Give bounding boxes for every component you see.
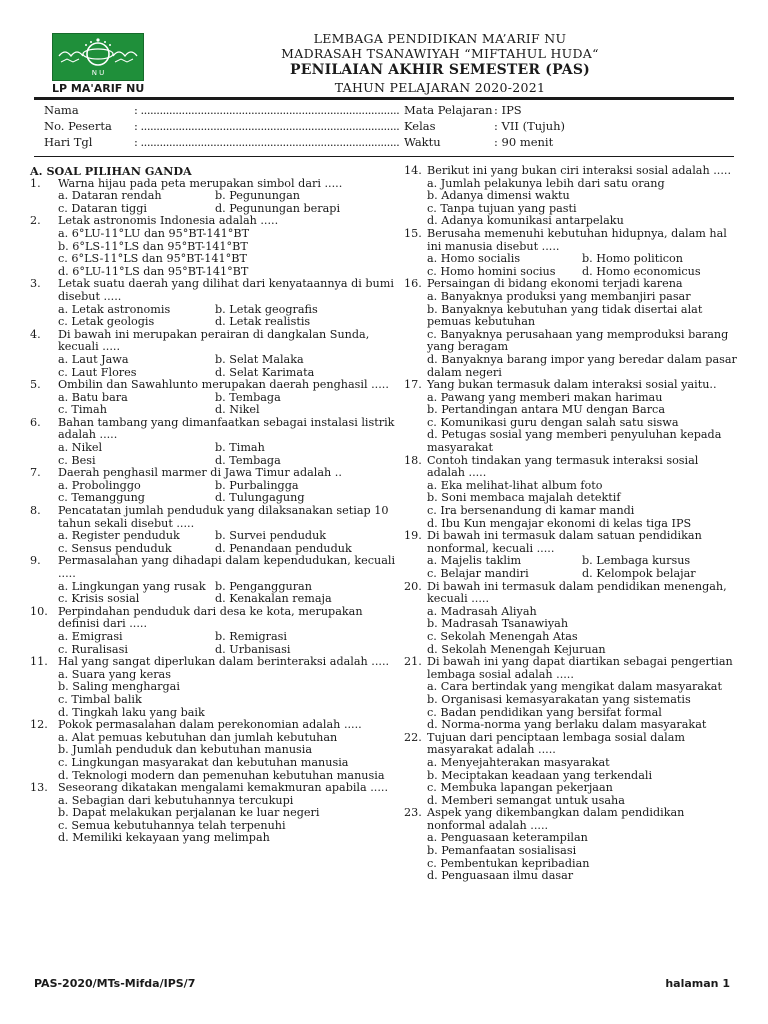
answer-option[interactable]: c. Homo homini socius	[427, 264, 556, 278]
answer-options	[58, 631, 400, 656]
answer-option[interactable]: a. Probolinggo	[58, 478, 141, 492]
answer-option[interactable]: a. Homo socialis	[427, 252, 521, 266]
header-divider-thin	[34, 99, 734, 100]
answer-options	[58, 795, 400, 845]
answer-options	[58, 442, 400, 467]
answer-options	[427, 392, 737, 455]
answer-option[interactable]: a. Suara yang keras	[58, 667, 171, 681]
section-title: A. SOAL PILIHAN GANDA	[30, 164, 192, 178]
answer-option[interactable]: d. Ibu Kun mengajar ekonomi di kelas tiga IPS	[427, 516, 692, 530]
answer-option[interactable]: c. Belajar mandiri	[427, 567, 529, 580]
question-item	[30, 417, 400, 467]
answer-option[interactable]: b. Selat Malaka	[215, 352, 304, 366]
answer-option[interactable]: c. Ira bersenandung di kamar mandi	[427, 504, 635, 518]
answer-option[interactable]: a. Pawang yang memberi makan harimau	[427, 390, 663, 404]
answer-options	[427, 757, 737, 807]
school-name: MADRASAH TSANAWIYAH “MIFTAHUL HUDA“	[281, 46, 599, 61]
answer-option[interactable]: d. 6°LU-11°LS dan 95°BT-141°BT	[58, 264, 249, 278]
answer-option[interactable]: c. Timah	[58, 403, 107, 417]
question-text: Di bawah ini termasuk dalam satuan pendidikan nonformal, kecuali .....	[427, 529, 702, 555]
answer-option[interactable]: d. Sekolah Menengah Kejuruan	[427, 642, 606, 656]
answer-option[interactable]: d. Tulungagung	[215, 491, 305, 505]
answer-options	[58, 190, 400, 215]
answer-options	[58, 304, 400, 329]
question-number: 22.	[404, 730, 422, 744]
answer-option[interactable]: d. Penandaan penduduk	[215, 541, 352, 555]
answer-option[interactable]: d. Memiliki kekayaan yang melimpah	[58, 831, 270, 845]
question-text: Aspek yang dikembangkan dalam pendidikan nonformal adalah .....	[427, 806, 685, 832]
answer-option[interactable]: c. Timbal balik	[58, 692, 142, 706]
answer-option[interactable]: c. Badan pendidikan yang bersifat formal	[427, 705, 662, 719]
question-item	[404, 730, 737, 808]
question-item	[30, 379, 400, 417]
mapel-value: : IPS	[494, 103, 522, 117]
answer-option[interactable]: a. Dataran rendah	[58, 189, 162, 203]
question-item	[404, 529, 737, 580]
answer-option[interactable]: c. Sensus penduduk	[58, 541, 172, 555]
answer-options	[58, 392, 400, 417]
answer-option[interactable]: b. Letak geografis	[215, 302, 318, 316]
lp-maarif-nu-logo	[52, 33, 145, 95]
hari-tgl-field[interactable]: : ..................................................................................	[134, 135, 400, 149]
answer-option[interactable]: c. Semua kebutuhannya telah terpenuhi	[58, 818, 286, 832]
question-list-left	[30, 178, 400, 845]
answer-option[interactable]: d. Petugas sosial yang memberi penyuluhan kepada masyarakat	[427, 428, 722, 455]
question-number: 10.	[30, 604, 48, 618]
answer-option[interactable]: b. Adanya dimensi waktu	[427, 189, 570, 203]
answer-option[interactable]: a. Lingkungan yang rusak	[58, 579, 206, 593]
answer-option[interactable]: b. Pegunungan	[215, 189, 300, 203]
question-number: 14.	[404, 164, 422, 177]
question-text: Contoh tindakan yang termasuk interaksi sosial adalah .....	[427, 453, 699, 480]
answer-option[interactable]: c. Letak geologis	[58, 315, 155, 329]
answer-option-row	[58, 316, 400, 329]
kelas-label: Kelas	[404, 119, 436, 133]
answer-option[interactable]: b. 6°LS-11°LS dan 95°BT-141°BT	[58, 239, 248, 253]
question-number: 23.	[404, 806, 422, 820]
question-text: Bahan tambang yang dimanfaatkan sebagai instalasi listrik adalah .....	[58, 415, 395, 442]
question-text: Berikut ini yang bukan ciri interaksi sosial adalah .....	[427, 164, 732, 177]
question-item	[404, 453, 737, 531]
question-text: Di bawah ini merupakan perairan di dangkalan Sunda, kecuali .....	[58, 327, 370, 354]
answer-option[interactable]: a. Sebagian dari kebutuhannya tercukupi	[58, 793, 294, 807]
answer-options	[427, 253, 737, 278]
answer-option[interactable]: a. Letak astronomis	[58, 302, 171, 316]
nama-label: Nama	[44, 103, 79, 117]
question-text: Hal yang sangat diperlukan dalam berinteraksi adalah .....	[58, 655, 390, 669]
answer-option[interactable]: a. Jumlah pelakunya lebih dari satu orang	[427, 176, 665, 190]
answer-option[interactable]: d. Tembaga	[215, 453, 281, 467]
answer-option[interactable]: d. Kelompok belajar	[582, 567, 696, 580]
hari-tgl-label: Hari Tgl	[44, 135, 93, 149]
question-item	[404, 655, 737, 732]
question-text: Warna hijau pada peta merupakan simbol dari .....	[58, 176, 343, 190]
answer-option[interactable]: c. Pembentukan kepribadian	[427, 856, 590, 870]
question-item	[404, 806, 737, 883]
answer-option[interactable]: a. Laut Jawa	[58, 352, 129, 366]
answer-option[interactable]: c. Laut Flores	[58, 365, 137, 379]
answer-option[interactable]: c. Dataran tiggi	[58, 201, 147, 215]
nu-emblem-icon	[53, 34, 143, 80]
question-number: 13.	[30, 781, 48, 795]
question-item	[404, 226, 737, 278]
logo-emblem	[52, 33, 144, 81]
question-number: 2.	[30, 214, 41, 228]
question-text: Seseorang dikatakan mengalami kemakmuran apabila .....	[58, 781, 389, 795]
answer-option[interactable]: d. Pegunungan berapi	[215, 201, 341, 215]
answer-option[interactable]: d. Letak realistis	[215, 315, 311, 329]
answer-options	[58, 732, 400, 782]
answer-option[interactable]: a. Menyejahterakan masyarakat	[427, 755, 610, 769]
answer-option[interactable]: a. Emigrasi	[58, 629, 123, 643]
answer-option[interactable]: c. Tanpa tujuan yang pasti	[427, 201, 577, 215]
answer-option[interactable]: b. Remigrasi	[215, 629, 288, 643]
answer-option[interactable]: b. Dapat melakukan perjalanan ke luar negeri	[58, 806, 320, 820]
answer-options	[427, 681, 737, 731]
answer-option[interactable]: d. Adanya komunikasi antarpelaku	[427, 214, 624, 228]
answer-option[interactable]: a. Register penduduk	[58, 529, 180, 543]
kelas-value: : VII (Tujuh)	[494, 119, 566, 133]
answer-option[interactable]: c. Sekolah Menengah Atas	[427, 629, 578, 643]
answer-option[interactable]: b. Pemanfaatan sosialisasi	[427, 844, 577, 858]
answer-option[interactable]: b. Saling menghargai	[58, 680, 180, 694]
question-text: Letak suatu daerah yang dilihat dari kenyataannya di bumi disebut .....	[58, 277, 394, 303]
question-item	[404, 277, 737, 379]
question-text: Persaingan di bidang ekonomi terjadi karena	[427, 277, 683, 291]
answer-option[interactable]: b. Purbalingga	[215, 478, 299, 492]
answer-option-row	[427, 253, 737, 266]
answer-options	[58, 669, 400, 719]
answer-option[interactable]: c. Banyaknya perusahaan yang memproduksi barang yang beragam	[427, 327, 729, 354]
answer-option[interactable]: b. Survei penduduk	[215, 529, 327, 543]
answer-options	[58, 530, 400, 555]
question-item	[30, 215, 400, 278]
question-item	[30, 555, 400, 605]
question-number: 4.	[30, 327, 41, 341]
answer-option[interactable]: c. Ruralisasi	[58, 642, 128, 656]
answer-options	[58, 581, 400, 606]
answer-option[interactable]: c. Lingkungan masyarakat dan kebutuhan manusia	[58, 755, 349, 769]
answer-option[interactable]: b. Lembaga kursus	[582, 554, 691, 568]
question-number: 11.	[30, 655, 48, 669]
answer-option[interactable]: d. Nikel	[215, 403, 260, 417]
question-number: 16.	[404, 277, 422, 291]
answer-option-row	[58, 442, 400, 455]
institution-title: LEMBAGA PENDIDIKAN MA’ARIF NU	[313, 31, 567, 46]
answer-option[interactable]: b. Banyaknya kebutuhan yang tidak disertai alat pemuas kebutuhan	[427, 302, 703, 329]
answer-options	[427, 480, 737, 530]
answer-option[interactable]: b. Madrasah Tsanawiyah	[427, 617, 569, 631]
answer-option[interactable]: c. Temanggung	[58, 491, 145, 505]
answer-option-row	[58, 354, 400, 367]
question-text: Berusaha memenuhi kebutuhan hidupnya, dalam hal ini manusia disebut .....	[427, 226, 727, 253]
answer-option[interactable]: b. Pengangguran	[215, 579, 312, 593]
nama-field[interactable]: : ..................................................................................	[134, 103, 400, 117]
academic-year: TAHUN PELAJARAN 2020-2021	[334, 80, 546, 95]
exam-title: PENILAIAN AKHIR SEMESTER (PAS)	[289, 62, 591, 78]
question-number: 17.	[404, 378, 422, 392]
question-item	[404, 164, 737, 228]
question-list-right	[404, 164, 737, 883]
question-text: Tujuan dari penciptaan lembaga sosial dalam masyarakat adalah .....	[427, 730, 685, 757]
answer-option[interactable]: d. Memberi semangat untuk usaha	[427, 793, 625, 807]
question-text: Letak astronomis Indonesia adalah .....	[58, 214, 279, 228]
question-text: Pokok permasalahan dalam perekonomian adalah .....	[58, 718, 362, 732]
question-number: 21.	[404, 655, 422, 669]
question-item	[30, 782, 400, 845]
answer-options	[58, 354, 400, 379]
answer-option[interactable]: b. Homo politicon	[582, 252, 683, 266]
question-text: Daerah penghasil marmer di Jawa Timur adalah ..	[58, 466, 342, 480]
question-item	[30, 719, 400, 782]
question-text: Di bawah ini termasuk dalam pendidikan menengah, kecuali .....	[427, 579, 727, 606]
logo-text: LP MA'ARIF NU	[52, 82, 145, 95]
answer-option-row	[427, 568, 737, 581]
no-peserta-field[interactable]: : ..................................................................................	[134, 119, 400, 133]
no-peserta-label: No. Peserta	[44, 119, 112, 133]
answer-options	[427, 606, 737, 656]
answer-option[interactable]: d. Kenakalan remaja	[215, 592, 332, 606]
answer-option-row	[58, 404, 400, 417]
question-item	[404, 579, 737, 657]
answer-option[interactable]: d. Penguasaan ilmu dasar	[427, 869, 574, 883]
question-number: 15.	[404, 226, 422, 240]
answer-options	[58, 480, 400, 505]
question-item	[30, 656, 400, 719]
identity-divider	[34, 156, 734, 157]
question-number: 7.	[30, 466, 41, 480]
answer-options	[427, 555, 737, 580]
answer-option[interactable]: c. Besi	[58, 453, 96, 467]
waktu-label: Waktu	[404, 135, 441, 149]
question-number: 9.	[30, 554, 41, 568]
answer-option[interactable]: a. Banyaknya produksi yang membanjiri pasar	[427, 289, 691, 303]
question-number: 19.	[404, 529, 422, 543]
question-item	[404, 378, 737, 455]
answer-option[interactable]: b. Organisasi kemasyarakatan yang sistematis	[427, 692, 691, 706]
mapel-label: Mata Pelajaran	[404, 103, 493, 117]
answer-option[interactable]: b. Meciptakan keadaan yang terkendali	[427, 768, 653, 782]
answer-options	[427, 291, 737, 379]
answer-option[interactable]: d. Homo economicus	[582, 264, 701, 278]
question-text: Di bawah ini yang dapat diartikan sebagai pengertian lembaga sosial adalah .....	[427, 655, 733, 681]
question-number: 1.	[30, 176, 41, 190]
question-item	[30, 178, 400, 216]
question-item	[30, 505, 400, 555]
answer-option[interactable]: b. Jumlah penduduk dan kebutuhan manusia	[58, 743, 313, 757]
question-text: Perpindahan penduduk dari desa ke kota, merupakan definisi dari .....	[58, 604, 363, 631]
waktu-value: : 90 menit	[494, 135, 554, 149]
answer-option[interactable]: a. Alat pemuas kebutuhan dan jumlah kebutuhan	[58, 730, 338, 744]
question-text: Pencatatan jumlah penduduk yang dilaksanakan setiap 10 tahun sekali disebut .....	[58, 504, 389, 530]
answer-option[interactable]: b. Soni membaca majalah detektif	[427, 491, 621, 505]
answer-option[interactable]: a. Eka melihat-lihat album foto	[427, 478, 603, 492]
answer-option[interactable]: c. Krisis sosial	[58, 592, 140, 606]
question-item	[30, 278, 400, 328]
answer-option[interactable]: c. 6°LS-11°LS dan 95°BT-141°BT	[58, 252, 247, 266]
answer-option[interactable]: a. Madrasah Aliyah	[427, 604, 537, 618]
question-number: 5.	[30, 378, 41, 392]
answer-options	[58, 228, 400, 278]
answer-option[interactable]: a. 6°LU-11°LU dan 95°BT-141°BT	[58, 226, 250, 240]
question-item	[30, 606, 400, 656]
page-number: halaman 1	[665, 977, 730, 990]
question-number: 3.	[30, 277, 41, 291]
answer-option[interactable]: d. Teknologi modern dan pemenuhan kebutuhan manusia	[58, 768, 385, 782]
answer-option[interactable]: d. Selat Karimata	[215, 365, 315, 379]
answer-option[interactable]: b. Tembaga	[215, 390, 281, 404]
answer-options	[427, 178, 737, 228]
question-number: 6.	[30, 415, 41, 429]
answer-options	[427, 832, 737, 882]
answer-option-row	[58, 631, 400, 644]
answer-option[interactable]: a. Batu bara	[58, 390, 128, 404]
question-item	[30, 467, 400, 505]
answer-option[interactable]: d. Norma-norma yang berlaku dalam masyarakat	[427, 718, 707, 732]
question-text: Permasalahan yang dihadapi dalam kependudukan, kecuali .....	[58, 554, 396, 580]
question-column-left	[30, 165, 400, 845]
answer-option-row	[58, 593, 400, 606]
answer-option[interactable]: a. Nikel	[58, 441, 103, 455]
answer-option-row	[58, 530, 400, 543]
answer-option[interactable]: c. Komunikasi guru dengan salah satu siswa	[427, 415, 679, 429]
answer-option[interactable]: a. Majelis taklim	[427, 554, 522, 568]
question-text: Yang bukan termasuk dalam interaksi sosial yaitu..	[427, 378, 717, 392]
answer-option-row	[58, 190, 400, 203]
question-text: Ombilin dan Sawahlunto merupakan daerah penghasil .....	[58, 378, 389, 392]
question-column-right	[404, 164, 737, 883]
question-number: 20.	[404, 579, 422, 593]
question-number: 8.	[30, 504, 41, 518]
question-number: 12.	[30, 718, 48, 732]
answer-option[interactable]: c. Membuka lapangan pekerjaan	[427, 781, 613, 795]
answer-option[interactable]: a. Cara bertindak yang mengikat dalam masyarakat	[427, 680, 722, 694]
answer-option[interactable]: d. Banyaknya barang impor yang beredar dalam pasar dalam negeri	[427, 352, 737, 379]
logo-letters: N U	[91, 69, 105, 77]
answer-option[interactable]: b. Timah	[215, 441, 265, 455]
question-item	[30, 329, 400, 379]
document-code: PAS-2020/MTs-Mifda/IPS/7	[34, 977, 196, 990]
question-number: 18.	[404, 453, 422, 467]
answer-option[interactable]: d. Urbanisasi	[215, 642, 291, 656]
answer-option[interactable]: b. Pertandingan antara MU dengan Barca	[427, 403, 665, 417]
answer-option[interactable]: a. Penguasaan keterampilan	[427, 831, 588, 845]
answer-option[interactable]: d. Tingkah laku yang baik	[58, 705, 205, 719]
